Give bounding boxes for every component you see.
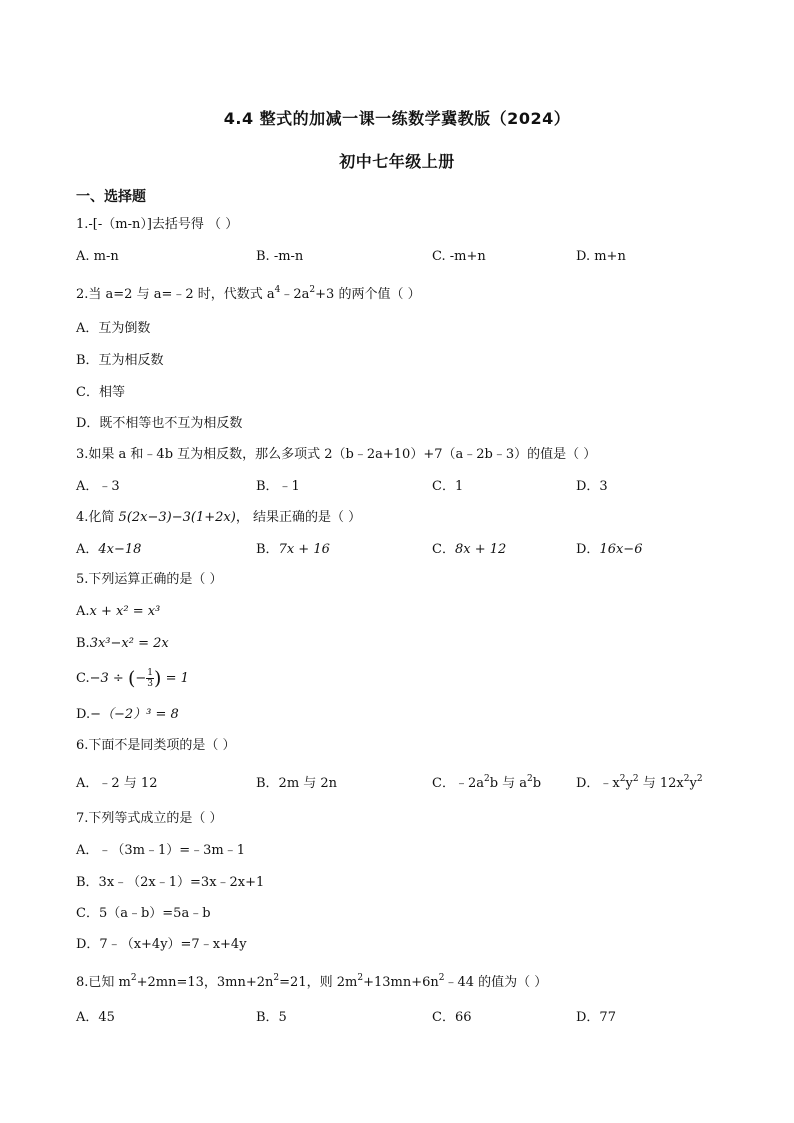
- q8-part4: +13mn+6n: [363, 975, 439, 990]
- q2-option-c: C．相等: [76, 385, 125, 400]
- q5-c-label: C.: [76, 671, 90, 686]
- q2-stem-prefix: 2.当 a=2 与 a=﹣2 时，代数式 a: [76, 287, 275, 302]
- q6-d-mid3: y: [689, 776, 697, 791]
- q8-part5: ﹣44 的值为（ ）: [444, 975, 548, 990]
- q6-option-b: B．2m 与 2n: [256, 776, 338, 791]
- q6-option-a: A．﹣2 与 12: [76, 776, 158, 791]
- q4-a-value: 4x−18: [98, 542, 142, 557]
- q4-d-label: D．: [576, 542, 600, 557]
- q6-d-exp2: 2: [632, 774, 639, 784]
- q6-c-exp2: 2: [527, 774, 533, 784]
- q6-c-end: b: [532, 776, 542, 791]
- q2-exp-4: 4: [274, 285, 281, 295]
- q6-d-mid1: y: [625, 776, 633, 791]
- question-3-stem: 3.如果 a 和﹣4b 互为相反数，那么多项式 2（b﹣2a+10）+7（a﹣2b﹣3）的值是（ ）: [76, 447, 597, 462]
- section-heading: 一、选择题: [76, 189, 146, 205]
- q5-c-suffix: = 1: [161, 671, 189, 686]
- q6-option-c: [432, 775, 541, 793]
- q6-d-exp3: 2: [683, 774, 690, 784]
- q6-d-exp1: 2: [619, 774, 626, 784]
- q2-stem-suffix: +3 的两个值（ ）: [315, 287, 421, 302]
- q5-c-denominator: 3: [147, 679, 154, 689]
- q4-c-label: C．: [432, 542, 455, 557]
- q5-option-d: [76, 706, 179, 724]
- q6-d-exp4: 2: [696, 774, 703, 784]
- q2-option-b: B．互为相反数: [76, 353, 164, 368]
- q5-c-prefix: −3 ÷: [89, 671, 128, 686]
- q4-option-a: [76, 541, 141, 559]
- document-title: 4.4 整式的加减一课一练数学冀教版（2024）: [223, 109, 571, 128]
- q8-option-d: D．77: [576, 1010, 616, 1025]
- q5-a-label: A.: [76, 604, 90, 619]
- q7-option-d: D．7﹣（x+4y）=7﹣x+4y: [76, 937, 247, 952]
- question-4-stem: [76, 509, 361, 527]
- q4-d-value: 16x−6: [599, 542, 643, 557]
- q2-stem-mid: ﹣2a: [280, 287, 310, 302]
- q3-option-c: C．1: [432, 479, 464, 494]
- q6-d-prefix: D．﹣x: [576, 776, 620, 791]
- question-6-stem: 6.下面不是同类项的是（ ）: [76, 738, 236, 753]
- q5-b-label: B.: [76, 636, 90, 651]
- q2-exp-2: 2: [309, 285, 316, 295]
- q4-option-c: [432, 541, 506, 559]
- q7-option-c: C．5（a﹣b）=5a﹣b: [76, 906, 211, 921]
- q5-option-c: C.−3 ÷ (− $\frac{1}{3}$ ) = 1: [76, 667, 189, 690]
- question-7-stem: 7.下列等式成立的是（ ）: [76, 811, 223, 826]
- q8-exp4: 2: [438, 973, 445, 983]
- q8-option-a: A．45: [76, 1010, 115, 1025]
- q5-c-numerator: 1: [147, 668, 154, 678]
- q5-b-value: 3x³−x² = 2x: [89, 636, 169, 651]
- q3-option-b: B．﹣1: [256, 479, 300, 494]
- q5-c-fraction: [146, 668, 154, 689]
- q8-part2: +2mn=13，3mn+2n: [136, 975, 274, 990]
- q1-option-d: D. m+n: [576, 249, 626, 264]
- q6-d-mid2: 与 12x: [638, 776, 684, 791]
- q8-exp1: 2: [130, 973, 137, 983]
- q4-stem-prefix: 4.化简: [76, 510, 119, 525]
- q8-part1: 8.已知 m: [76, 975, 131, 990]
- q5-d-value: −（−2）³ = 8: [90, 707, 179, 722]
- q4-stem-suffix: ， 结果正确的是（ ）: [235, 510, 362, 525]
- q7-option-b: B．3x﹣（2x﹣1）=3x﹣2x+1: [76, 875, 265, 890]
- q4-c-value: 8x + 12: [454, 542, 507, 557]
- q5-option-a: [76, 603, 160, 621]
- q4-b-label: B．: [256, 542, 279, 557]
- q3-option-a: A．﹣3: [76, 479, 120, 494]
- question-2-stem: [76, 286, 421, 304]
- question-5-stem: 5.下列运算正确的是（ ）: [76, 572, 223, 587]
- q1-option-b: B. -m-n: [256, 249, 304, 264]
- q4-option-b: [256, 541, 330, 559]
- question-8-stem: [76, 974, 547, 992]
- q8-option-b: B．5: [256, 1010, 287, 1025]
- q8-option-c: C．66: [432, 1010, 472, 1025]
- q3-option-d: D．3: [576, 479, 608, 494]
- q1-option-c: C. -m+n: [432, 249, 486, 264]
- q2-option-a: A．互为倒数: [76, 321, 151, 336]
- q6-option-d: [576, 775, 703, 793]
- q4-option-d: [576, 541, 642, 559]
- q5-option-b: [76, 635, 169, 653]
- q6-c-exp1: 2: [483, 774, 490, 784]
- q8-part3: =21，则 2m: [279, 975, 358, 990]
- document-subtitle: 初中七年级上册: [339, 152, 455, 171]
- q4-a-label: A．: [76, 542, 99, 557]
- q6-c-prefix: C．﹣2a: [432, 776, 484, 791]
- q5-d-label: D.: [76, 707, 91, 722]
- question-1-stem: 1.-[-（m-n）]去括号得 （ ）: [76, 217, 239, 232]
- q5-a-value: x + x² = x³: [89, 604, 161, 619]
- q6-c-mid: b 与 a: [489, 776, 528, 791]
- q4-expression: 5(2x−3)−3(1+2x): [118, 510, 236, 525]
- q1-option-a: A. m-n: [76, 249, 119, 264]
- q4-b-value: 7x + 16: [278, 542, 330, 557]
- q7-option-a: A．﹣（3m﹣1）=﹣3m﹣1: [76, 843, 246, 858]
- q2-option-d: D．既不相等也不互为相反数: [76, 416, 243, 431]
- q8-exp2: 2: [273, 973, 280, 983]
- q8-exp3: 2: [357, 973, 364, 983]
